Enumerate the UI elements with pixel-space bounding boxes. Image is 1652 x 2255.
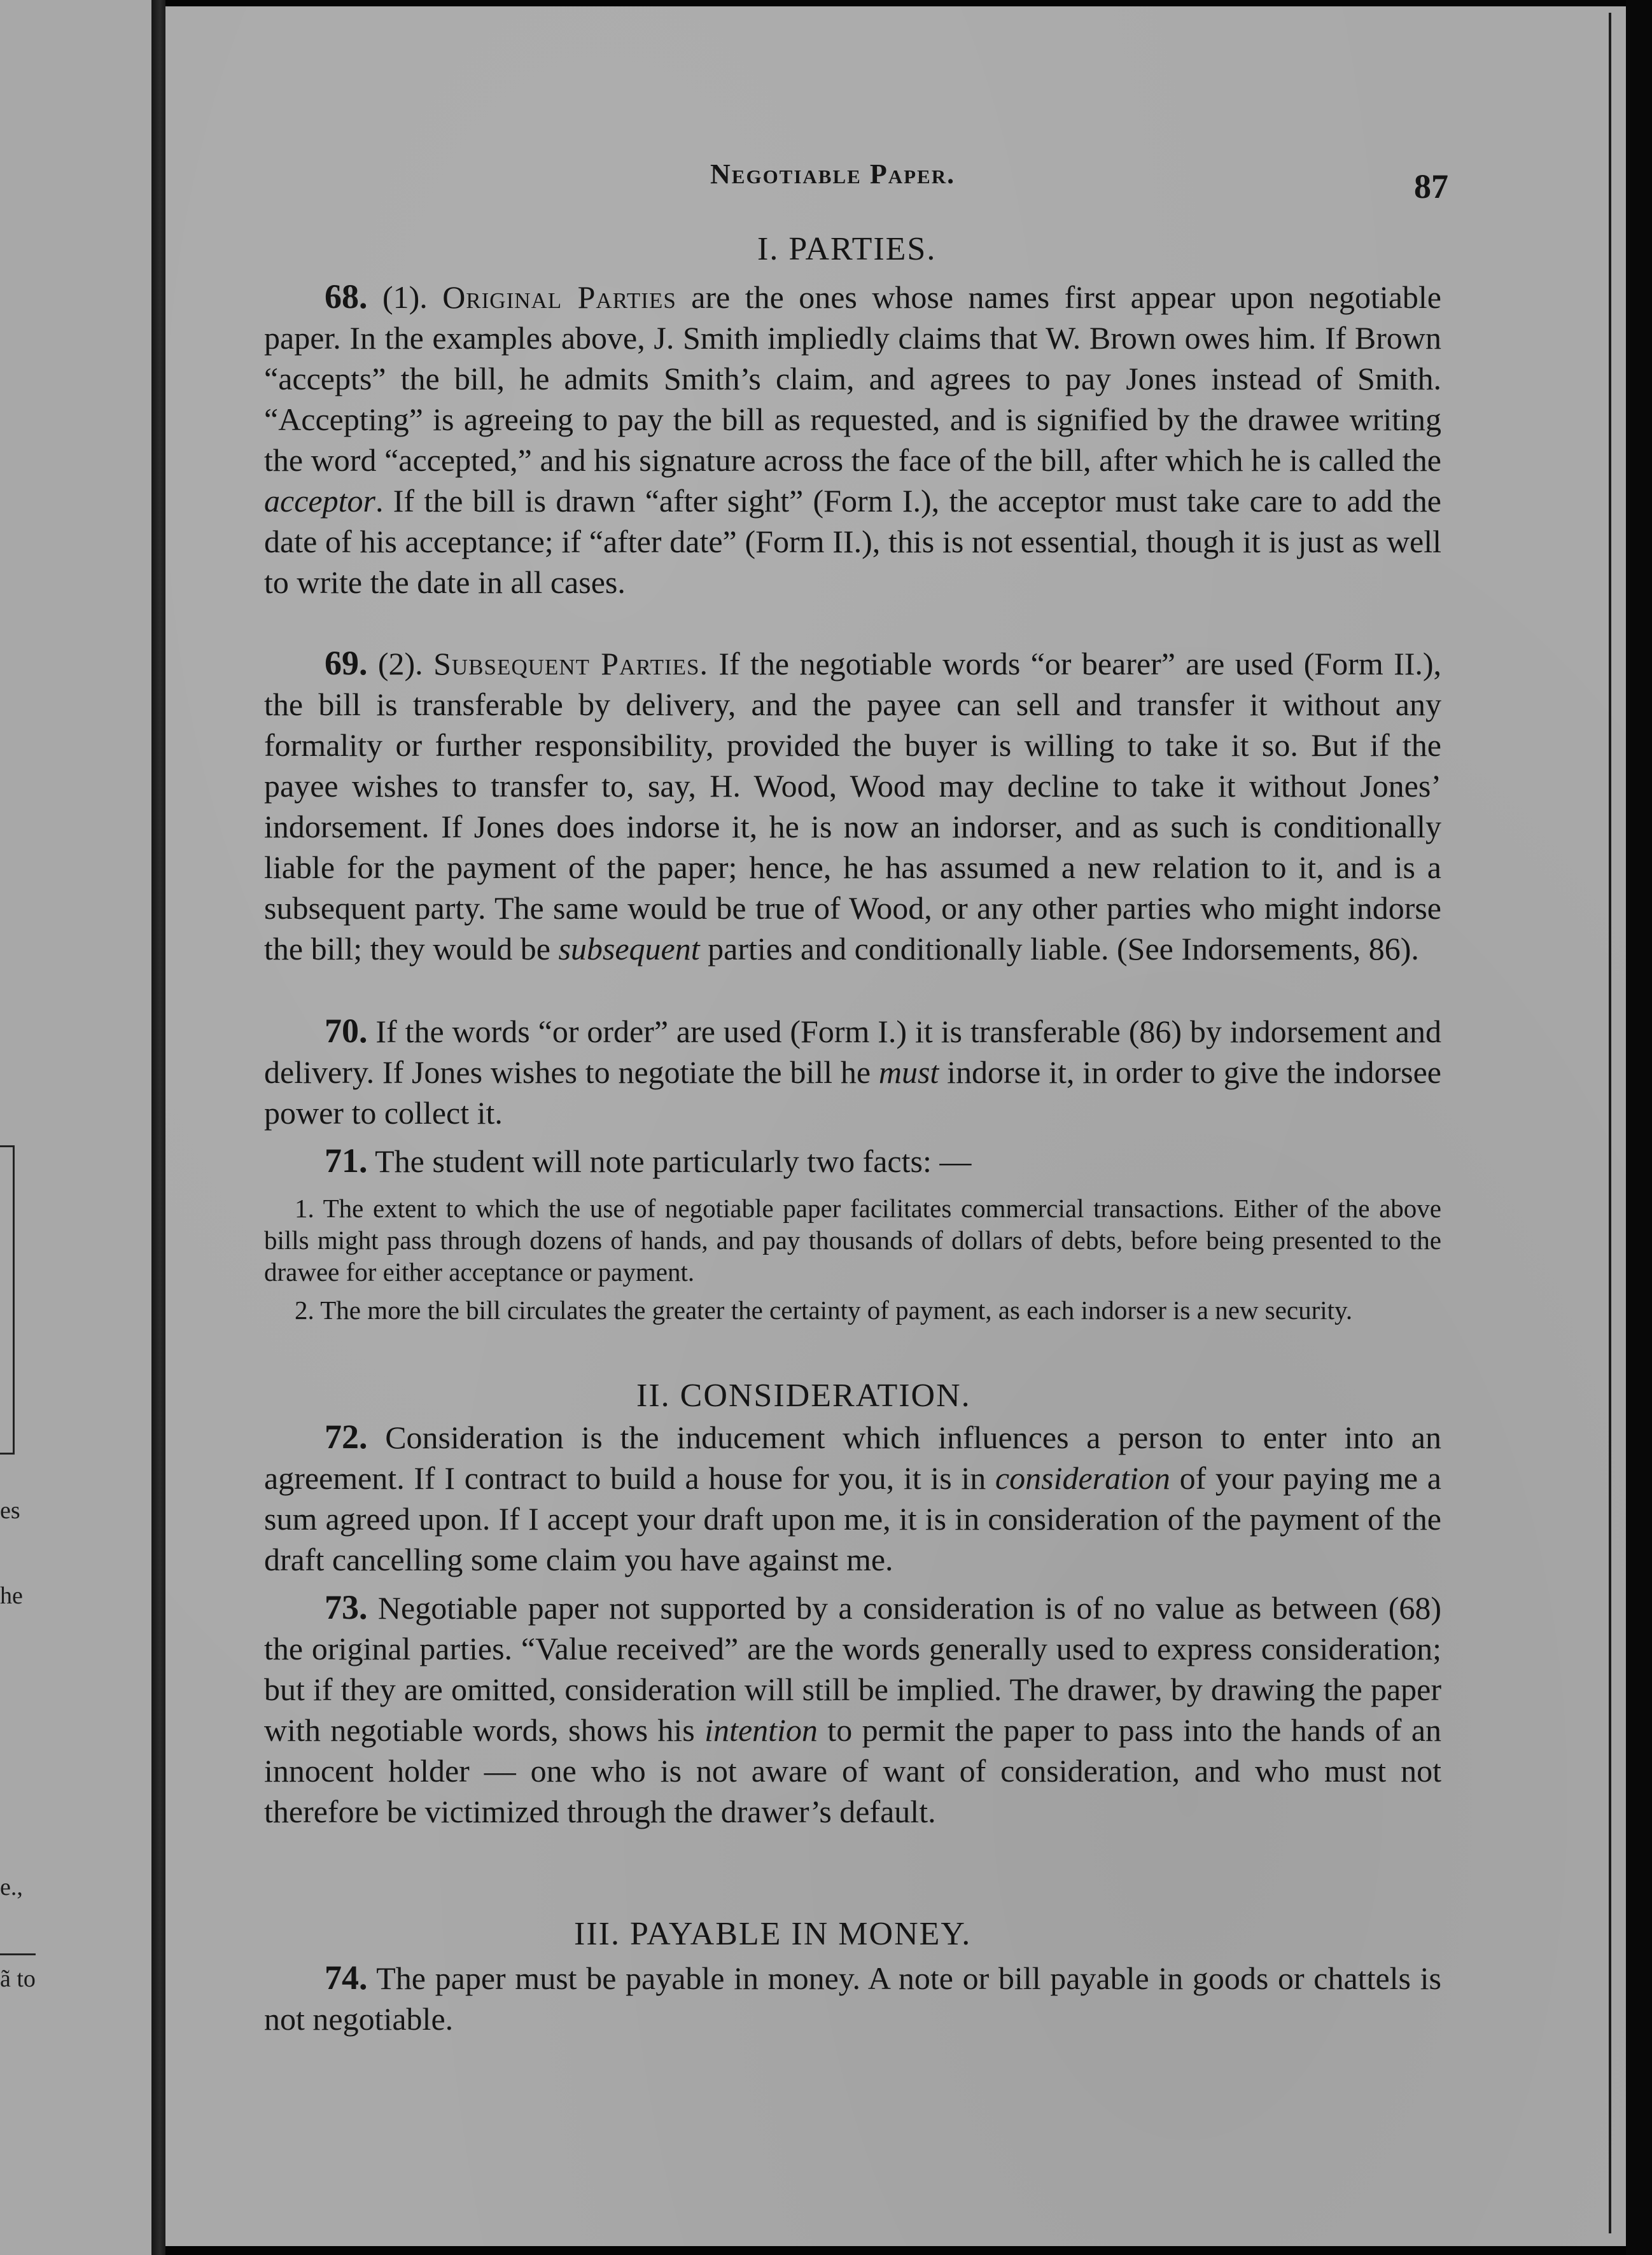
paragraph-text: are the ones whose names first appear upon negotiable paper. In the examples above, J. Smith impliedly claims that W. Brown owes him. If Brown “accepts” the bill, he admits Smith’s claim, and agrees to pay Jones instead of Smith. “Accepting” is agreeing to pay the bill as requested, and is signified by the drawee writing the word “accepted,” and his signature across the face of the bill, after which he is called the	[264, 279, 1441, 478]
paragraph-number: 72.	[325, 1418, 368, 1456]
paragraph-73	[264, 1587, 1441, 1832]
paragraph-68	[264, 276, 1441, 603]
scan-background-right	[1626, 0, 1652, 2255]
paragraph-text: The student will note particularly two facts: —	[367, 1143, 972, 1179]
paragraph-text: indorse it, in order to give the indorsee power to collect it.	[264, 1054, 1442, 1131]
paragraph-marker: (1).	[382, 279, 428, 315]
facing-page-fragment: he	[0, 1582, 23, 1609]
paragraph-number: 70.	[325, 1012, 368, 1050]
paragraph-italic: subsequent	[558, 931, 700, 967]
paragraph-number: 69.	[325, 644, 368, 682]
paragraph-70	[264, 1010, 1441, 1133]
paragraph-text: Consideration is the inducement which influences a person to enter into an agreement. If I contract to build a house for you, it is in	[264, 1420, 1441, 1496]
facing-page-fragment: e.,	[0, 1874, 23, 1901]
paragraph-number: 68.	[325, 277, 368, 316]
paragraph-69	[264, 643, 1441, 969]
paragraph-italic: intention	[704, 1712, 818, 1748]
paragraph-71	[264, 1140, 1441, 1182]
paragraph-text: to permit the paper to pass into the hands of an innocent holder — one who is not aware of want of consideration, and who must not therefore be victimized through the drawer’s default.	[264, 1712, 1442, 1829]
paragraph-italic: acceptor	[264, 483, 375, 519]
paragraph-text: of your paying me a sum agreed upon. If I accept your draft upon me, it is in consideration of the payment of the draft cancelling some claim you have against me.	[264, 1460, 1441, 1577]
paragraph-number: 74.	[325, 1958, 368, 1997]
fact-1: 1. The extent to which the use of negotiable paper facilitates commercial transactions. Either of the above bills might pass through dozens of hands, and pay thousands of dollars of debts, before being presented to the drawee for either acceptance or payment.	[264, 1194, 1441, 1287]
page-border-rule	[1609, 13, 1611, 2233]
paragraph-74	[264, 1957, 1441, 2039]
paragraph-italic: consideration	[995, 1460, 1170, 1496]
section-heading-parties: I. PARTIES.	[757, 231, 937, 267]
paragraph-italic: must	[878, 1054, 939, 1090]
paragraph-text: parties and conditionally liable. (See Indorsements, 86).	[699, 931, 1419, 967]
paragraph-lead: Subsequent Parties.	[433, 646, 708, 681]
paragraph-text: Negotiable paper not supported by a consideration is of no value as between (68) the original parties. “Value received” are the words generally used to express consideration; but if they are omitted, consideration will still be implied. The drawer, by drawing the paper with negotiable words, shows his	[264, 1590, 1441, 1748]
paragraph-marker: (2).	[377, 646, 423, 681]
paragraph-text: If the words “or order” are used (Form I.) it is transferable (86) by indorsement and delivery. If Jones wishes to negotiate the bill he	[264, 1014, 1441, 1090]
page-number: 87	[1414, 167, 1448, 206]
paragraph-72	[264, 1416, 1441, 1580]
facing-page-fragment: ã to	[0, 1965, 36, 1992]
book-gutter	[151, 0, 165, 2255]
paragraph-number: 73.	[325, 1588, 368, 1626]
running-head: Negotiable Paper.	[710, 158, 956, 190]
facing-page-box	[0, 1145, 15, 1455]
facing-page-rule	[0, 1953, 36, 1955]
fact-2: 2. The more the bill circulates the greater the certainty of payment, as each indorser is a new security.	[295, 1295, 1353, 1325]
section-heading-consideration: II. CONSIDERATION.	[636, 1378, 971, 1414]
paragraph-lead: Original Parties	[442, 279, 676, 315]
paragraph-text: The paper must be payable in money. A note or bill payable in goods or chattels is not negotiable.	[264, 1960, 1441, 2037]
paragraph-text: If the negotiable words “or bearer” are used (Form II.), the bill is transferable by delivery, and the payee can sell and transfer it without any formality or further responsibility, provided the buyer is willing to take it so. But if the payee wishes to transfer to, say, H. Wood, Wood may decline to take it without Jones’ indorsement. If Jones does indorse it, he is now an indorser, and as such is conditionally liable for the payment of the paper; hence, he has assumed a new relation to it, and is a subsequent party. The same would be true of Wood, or any other parties who might indorse the bill; they would be	[264, 646, 1442, 967]
facing-page	[0, 0, 151, 2255]
section-heading-money: III. PAYABLE IN MONEY.	[574, 1916, 972, 1952]
paragraph-number: 71.	[325, 1141, 368, 1180]
facing-page-fragment: es	[0, 1497, 20, 1524]
paragraph-text: . If the bill is drawn “after sight” (Form I.), the acceptor must take care to add the date of his acceptance; if “after date” (Form II.), this is not essential, though it is just as well to write the date in all cases.	[264, 483, 1441, 600]
